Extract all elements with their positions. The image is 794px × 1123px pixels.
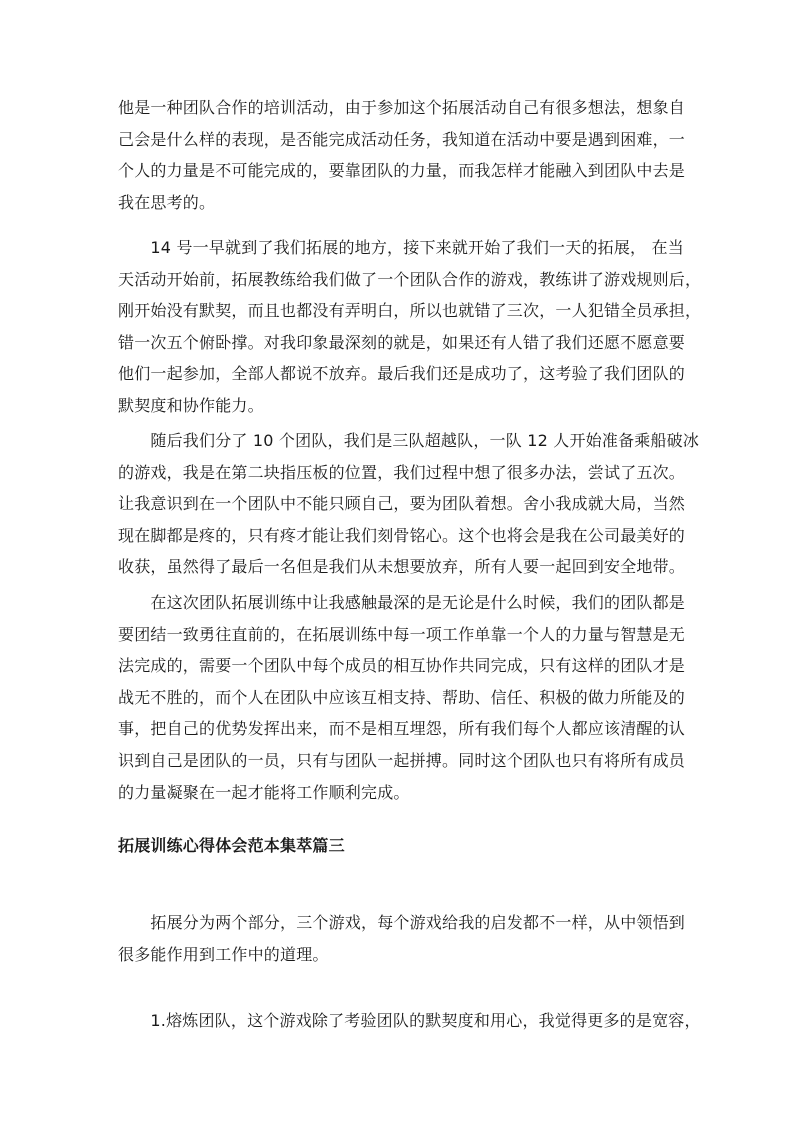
- paragraph-line: 的力量凝聚在一起才能将工作顺利完成。: [118, 782, 410, 802]
- paragraph-line: 1.熔炼团队，这个游戏除了考验团队的默契度和用心，我觉得更多的是宽容，: [118, 1011, 701, 1030]
- paragraph-line: 拓展分为两个部分，三个游戏，每个游戏给我的启发都不一样，从中领悟到: [118, 913, 686, 932]
- paragraph-line: 事，把自己的优势发挥出来，而不是相互埋怨，所有我们每个人都应该清醒的认: [118, 719, 686, 739]
- paragraph-line: 的游戏，我是在第二块指压板的位置，我们过程中想了很多办法，尝试了五次。: [118, 462, 686, 482]
- paragraph-line: 让我意识到在一个团队中不能只顾自己，要为团队着想。舍小我成就大局，当然: [118, 494, 686, 514]
- paragraph-5: [118, 907, 686, 970]
- paragraph-line: 默契度和协作能力。: [118, 395, 264, 415]
- paragraph-line: 刚开始没有默契，而且也都没有弄明白，所以也就错了三次，一人犯错全员承担，: [118, 301, 702, 321]
- paragraph-3: [118, 425, 700, 583]
- paragraph-line: 现在脚都是疼的，只有疼才能让我们刻骨铭心。这个也将会是我在公司最美好的: [118, 525, 686, 545]
- paragraph-line: 很多能作用到工作中的道理。: [118, 944, 329, 964]
- paragraph-line: 战无不胜的，而个人在团队中应该互相支持、帮助、信任、积极的做力所能及的: [118, 687, 686, 707]
- paragraph-line: 要团结一致勇往直前的，在拓展训练中每一项工作单靠一个人的力量与智慧是无: [118, 624, 686, 644]
- paragraph-line: 14 号一早就到了我们拓展的地方，接下来就开始了我们一天的拓展， 在当: [118, 238, 684, 257]
- paragraph-line: 他是一种团队合作的培训活动，由于参加这个拓展活动自己有很多想法，想象自: [118, 98, 686, 117]
- paragraph-line: 个人的力量是不可能完成的，要靠团队的力量，而我怎样才能融入到团队中去是: [118, 161, 686, 181]
- paragraph-line: 天活动开始前，拓展教练给我们做了一个团队合作的游戏，教练讲了游戏规则后，: [118, 269, 702, 289]
- paragraph-line: 识到自己是团队的一员，只有与团队一起拼搏。同时这个团队也只有将所有成员: [118, 750, 686, 770]
- paragraph-line: 在这次团队拓展训练中让我感触最深的是无论是什么时候，我们的团队都是: [118, 593, 686, 612]
- paragraph-4: [118, 587, 686, 808]
- paragraph-line: 己会是什么样的表现，是否能完成活动任务，我知道在活动中要是遇到困难，一: [118, 129, 686, 149]
- paragraph-line: 收获，虽然得了最后一名但是我们从未想要放弃，所有人要一起回到安全地带。: [118, 557, 686, 577]
- paragraph-6: [118, 1005, 701, 1037]
- paragraph-1: [118, 92, 686, 218]
- paragraph-2: [118, 232, 702, 422]
- paragraph-line: 我在思考的。: [118, 192, 216, 212]
- section-heading: 拓展训练心得体会范本集萃篇三: [118, 836, 345, 855]
- paragraph-line: 他们一起参加，全部人都说不放弃。最后我们还是成功了，这考验了我们团队的: [118, 364, 686, 384]
- paragraph-line: 错一次五个俯卧撑。对我印象最深刻的就是，如果还有人错了我们还愿不愿意要: [118, 332, 686, 352]
- paragraph-line: 法完成的，需要一个团队中每个成员的相互协作共同完成，只有这样的团队才是: [118, 656, 686, 676]
- paragraph-line: 随后我们分了 10 个团队，我们是三队超越队，一队 12 人开始准备乘船破冰: [118, 431, 700, 450]
